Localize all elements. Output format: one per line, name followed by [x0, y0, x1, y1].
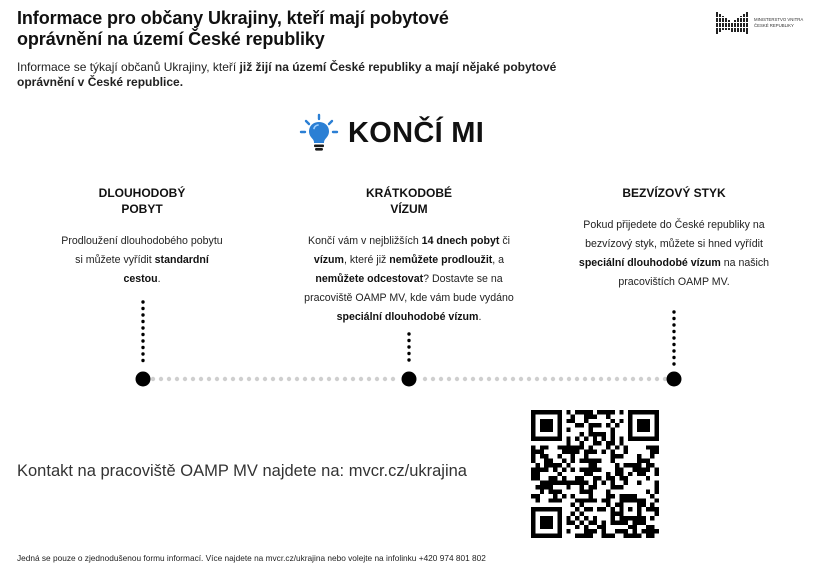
- timeline-dot: [487, 377, 491, 381]
- timeline-dot: [567, 377, 571, 381]
- timeline-dot: [407, 339, 410, 342]
- subtitle-bold-text: již žijí na území České republiky a mají nějaké pobytové oprávnění v České republice.: [17, 60, 557, 89]
- timeline-dot: [255, 377, 259, 381]
- qr-code-icon: [531, 410, 659, 538]
- column-text-bold: standardní cestou: [123, 254, 209, 285]
- subtitle-text: Informace se týkají občanů Ukrajiny, kteří: [17, 60, 240, 74]
- column-heading: BEZVÍZOVÝ STYK: [622, 186, 726, 200]
- column-text-bold: nemůžete prodloužit: [389, 254, 493, 266]
- timeline-dot: [303, 377, 307, 381]
- timeline-dot: [167, 377, 171, 381]
- timeline-dot: [375, 377, 379, 381]
- timeline-dot: [191, 377, 195, 381]
- timeline-dot: [175, 377, 179, 381]
- column-text-part: Prodloužení dlouhodobého pobytu si můžete vyřídit: [61, 235, 223, 266]
- timeline-dot: [141, 313, 144, 316]
- timeline-dot: [351, 377, 355, 381]
- timeline-dot: [639, 377, 643, 381]
- column-long-term-stay: [60, 185, 224, 289]
- page-subtitle: [17, 60, 577, 90]
- timeline-dot: [383, 377, 387, 381]
- timeline-dot: [407, 352, 410, 355]
- timeline-dot: [327, 377, 331, 381]
- column-text-part: , které již: [343, 254, 390, 266]
- timeline-dot: [575, 377, 579, 381]
- logo-line-2: ČESKÉ REPUBLIKY: [754, 22, 794, 28]
- timeline-dot: [623, 377, 627, 381]
- timeline-dot: [647, 377, 651, 381]
- column-text-part: ? Dostavte se na pracoviště OAMP MV, kde vám bude vydáno: [304, 273, 514, 304]
- timeline-dot: [311, 377, 315, 381]
- timeline-dot: [495, 377, 499, 381]
- timeline-dot: [447, 377, 451, 381]
- timeline-dot: [141, 326, 144, 329]
- timeline-dot: [423, 377, 427, 381]
- column-heading: KRÁTKODOBÉ VÍZUM: [366, 186, 452, 216]
- column-text-part: Končí vám v nejbližších: [308, 235, 422, 247]
- column-text-part: .: [157, 273, 161, 285]
- timeline-dot: [407, 358, 410, 361]
- timeline-dot: [391, 377, 395, 381]
- timeline-dot: [141, 346, 144, 349]
- footer-note: Jedná se pouze o zjednodušenou formu informací. Více najdete na mvcr.cz/ukrajina nebo volejte na infolinku +420 974 801 802: [17, 553, 486, 563]
- timeline-dot: [672, 330, 675, 333]
- timeline-dot: [343, 377, 347, 381]
- timeline-dot: [287, 377, 291, 381]
- timeline-dot: [141, 320, 144, 323]
- timeline-dot: [455, 377, 459, 381]
- timeline-dot: [247, 377, 251, 381]
- logo-text: [754, 17, 814, 28]
- page-title: Informace pro občany Ukrajiny, kteří mají pobytové oprávnění na území České republiky: [17, 8, 449, 49]
- timeline-dot: [583, 377, 587, 381]
- timeline-dot: [407, 345, 410, 348]
- column-text-bold: 14 dnech pobyt: [421, 235, 500, 247]
- timeline-dot: [141, 333, 144, 336]
- timeline-dot: [503, 377, 507, 381]
- column-visa-free: [566, 185, 782, 292]
- column-text-bold: speciální dlouhodobé vízum: [336, 311, 479, 323]
- timeline-dot: [463, 377, 467, 381]
- timeline-dot: [223, 377, 227, 381]
- timeline-dot: [607, 377, 611, 381]
- timeline-dot: [141, 359, 144, 362]
- timeline-dot: [271, 377, 275, 381]
- column-text-bold: vízum: [313, 254, 344, 266]
- column-text-bold: nemůžete odcestovat: [315, 273, 424, 285]
- timeline-dot: [159, 377, 163, 381]
- column-text-part: na našich pracovištích OAMP MV.: [618, 257, 770, 288]
- timeline-dot: [471, 377, 475, 381]
- timeline-dot: [141, 339, 144, 342]
- column-text-part: , a: [492, 254, 505, 266]
- timeline-dot: [439, 377, 443, 381]
- timeline-dot: [279, 377, 283, 381]
- column-text-part: .: [478, 311, 482, 323]
- timeline-dot: [631, 377, 635, 381]
- timeline-dot: [215, 377, 219, 381]
- timeline-dot: [535, 377, 539, 381]
- timeline-dot: [511, 377, 515, 381]
- timeline-node: [667, 372, 682, 387]
- timeline-dot: [591, 377, 595, 381]
- timeline-dot: [672, 310, 675, 313]
- column-text-bold: speciální dlouhodobé vízum: [578, 257, 721, 269]
- hero-title: KONČÍ MI: [348, 116, 485, 149]
- timeline-dot: [295, 377, 299, 381]
- column-heading: DLOUHODOBÝ POBYT: [98, 186, 186, 216]
- timeline-dot: [263, 377, 267, 381]
- contact-text: Kontakt na pracoviště OAMP MV najdete na: mvcr.cz/ukrajina: [17, 462, 467, 480]
- timeline-dot: [672, 343, 675, 346]
- timeline-dot: [335, 377, 339, 381]
- timeline-dot: [183, 377, 187, 381]
- timeline-dot: [672, 356, 675, 359]
- timeline-dot: [672, 336, 675, 339]
- timeline-dot: [431, 377, 435, 381]
- timeline-dot: [359, 377, 363, 381]
- column-text-part: Pokud přijedete do České republiky na bezvízový styk, můžete si hned vyřídit: [583, 219, 765, 250]
- timeline-dot: [479, 377, 483, 381]
- timeline-dot: [543, 377, 547, 381]
- timeline-dot: [141, 300, 144, 303]
- hero-heading: [298, 108, 484, 158]
- ministry-logo: [716, 10, 808, 36]
- timeline-dot: [672, 317, 675, 320]
- logo-line-1: MINISTERSTVO VNITRA: [754, 17, 804, 22]
- timeline-dot: [367, 377, 371, 381]
- column-text: [60, 232, 224, 289]
- timeline-dot: [141, 307, 144, 310]
- timeline-dot: [551, 377, 555, 381]
- timeline-dot: [319, 377, 323, 381]
- timeline-dot: [239, 377, 243, 381]
- column-text-part: či: [499, 235, 510, 247]
- column-text: [566, 216, 782, 292]
- timeline-dot: [615, 377, 619, 381]
- timeline-dot: [407, 332, 410, 335]
- timeline-dot: [207, 377, 211, 381]
- timeline-dot: [199, 377, 203, 381]
- timeline-dot: [559, 377, 563, 381]
- timeline-dot: [151, 377, 155, 381]
- timeline-dot: [672, 362, 675, 365]
- timeline-dot: [231, 377, 235, 381]
- timeline-node: [402, 372, 417, 387]
- timeline-dot: [655, 377, 659, 381]
- timeline-node: [136, 372, 151, 387]
- lightbulb-icon: [298, 112, 340, 154]
- ministry-logo-icon: [716, 10, 752, 36]
- timeline-dot: [599, 377, 603, 381]
- timeline-dot: [672, 349, 675, 352]
- timeline-dot: [141, 352, 144, 355]
- timeline-dot: [519, 377, 523, 381]
- timeline-dot: [672, 323, 675, 326]
- timeline-dot: [527, 377, 531, 381]
- timeline: [0, 290, 822, 400]
